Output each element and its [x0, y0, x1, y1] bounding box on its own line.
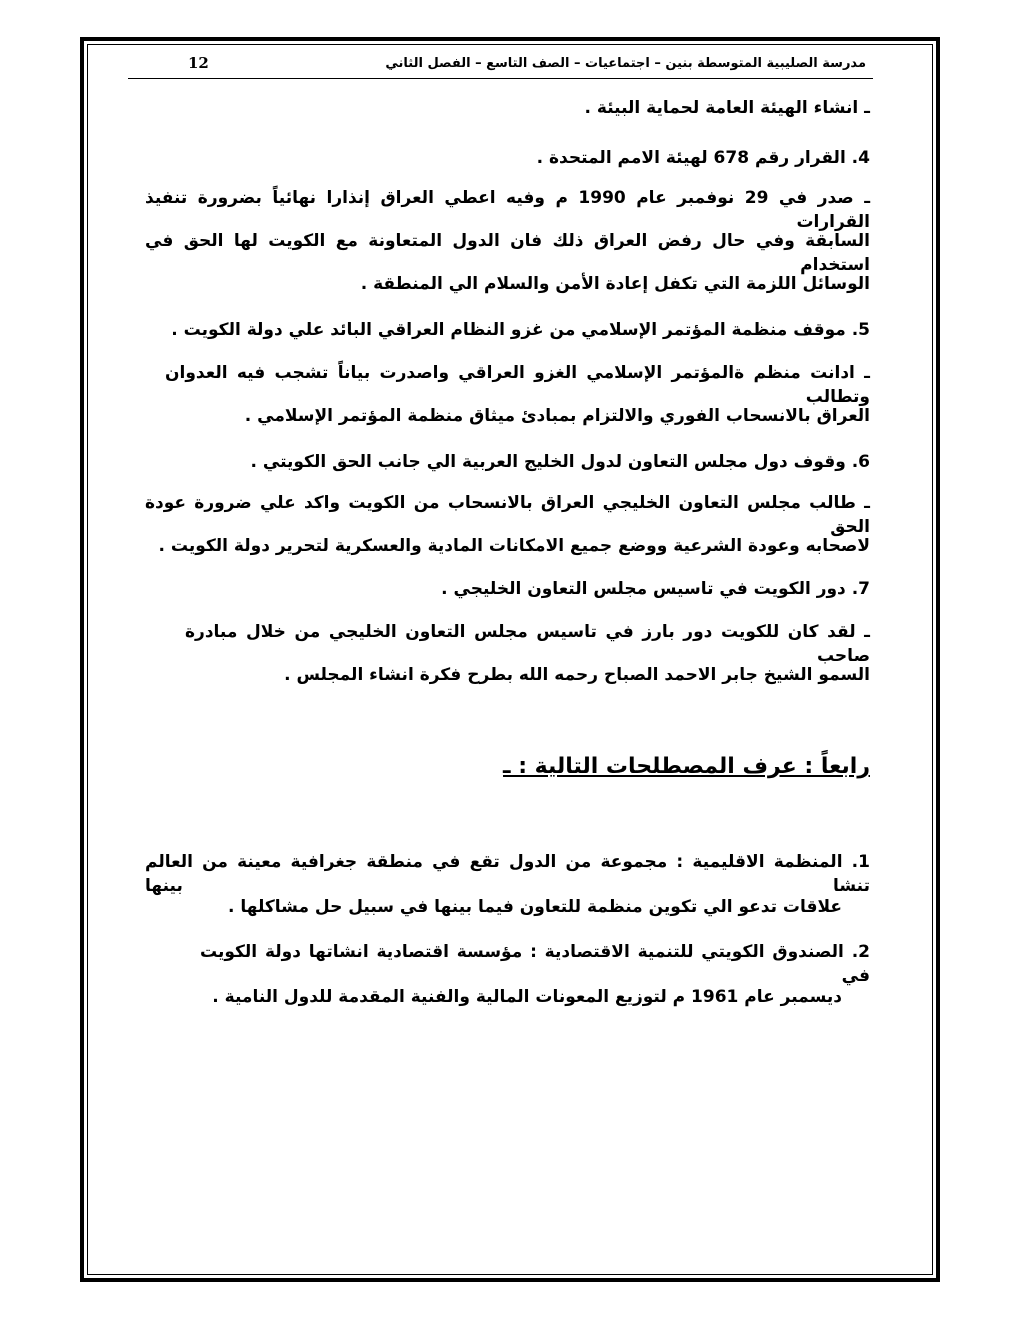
text-line: 7. دور الكويت في تاسيس مجلس التعاون الخليجي .	[441, 579, 870, 599]
page-header	[150, 56, 866, 78]
header-title: مدرسة الصليبية المتوسطة بنين – اجتماعيات – الصف التاسع – الفصل الثاني	[385, 56, 866, 71]
text-line: السابقة وفي حال رفض العراق ذلك فان الدول المتعاونة مع الكويت لها الحق في استخدام	[145, 231, 870, 275]
text-line: ـ صدر في 29 نوفمبر عام 1990 م وفيه اعطي العراق إنذارا نهائياً بضرورة تنفيذ القرارات	[145, 188, 871, 232]
section-heading: رابعاً : عرف المصطلحات التالية : ـ	[503, 754, 870, 779]
text-line: لاصحابه وعودة الشرعية ووضع جميع الامكانات المادية والعسكرية لتحرير دولة الكويت .	[158, 536, 870, 556]
definition-line: 1. المنظمة الاقليمية : مجموعة من الدول تقع في منطقة جغرافية معينة من العالم تنشا بينها	[145, 852, 870, 896]
definition-line: ديسمبر عام 1961 م لتوزيع المعونات المالية والفنية المقدمة للدول النامية .	[212, 987, 842, 1007]
text-line: ـ ادانت منظم ةالمؤتمر الإسلامي الغزو العراقي واصدرت بياناً تشجب فيه العدوان وتطالب	[165, 363, 870, 407]
text-line: ـ لقد كان للكويت دور بارز في تاسيس مجلس التعاون الخليجي من خلال مبادرة صاحب	[185, 622, 870, 666]
page-number: 12	[188, 54, 209, 72]
text-line: الوسائل اللزمة التي تكفل إعادة الأمن والسلام الي المنطقة .	[360, 274, 870, 294]
text-line: 6. وقوف دول مجلس التعاون لدول الخليج العربية الي جانب الحق الكويتي .	[250, 452, 870, 472]
text-line: السمو الشيخ جابر الاحمد الصباح رحمه الله بطرح فكرة انشاء المجلس .	[284, 665, 870, 685]
definition-line: 2. الصندوق الكويتي للتنمية الاقتصادية : مؤسسة اقتصادية انشاتها دولة الكويت في	[200, 942, 870, 986]
header-divider	[128, 78, 873, 79]
text-line: 4. القرار رقم 678 لهيئة الامم المتحدة .	[536, 148, 870, 168]
text-line: ـ انشاء الهيئة العامة لحماية البيئة .	[584, 98, 870, 118]
definition-line: علاقات تدعو الي تكوين منظمة للتعاون فيما بينها في سبيل حل مشاكلها .	[227, 897, 842, 917]
text-line: 5. موقف منظمة المؤتمر الإسلامي من غزو النظام العراقي البائد علي دولة الكويت .	[171, 320, 870, 340]
text-line: ـ طالب مجلس التعاون الخليجي العراق بالانسحاب من الكويت واكد علي ضرورة عودة الحق	[145, 493, 870, 537]
text-line: العراق بالانسحاب الفوري والالتزام بمبادئ ميثاق منظمة المؤتمر الإسلامي .	[244, 406, 870, 426]
